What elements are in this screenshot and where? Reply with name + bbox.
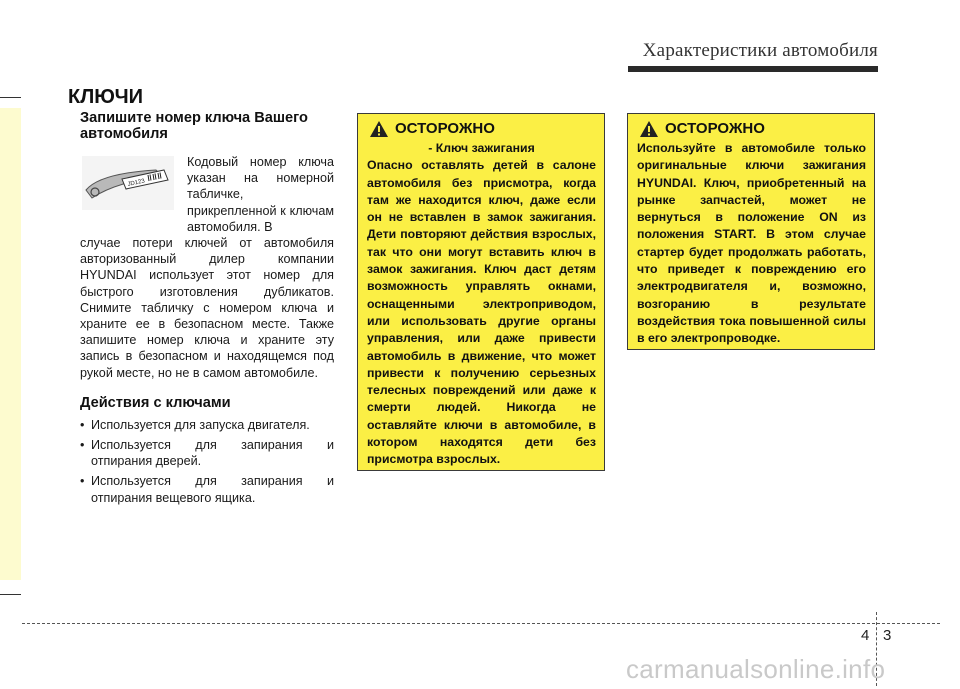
left-column — [80, 110, 334, 510]
header-bar — [628, 66, 878, 72]
warning-title: ОСТОРОЖНО — [665, 120, 765, 138]
warning-title: ОСТОРОЖНО — [395, 120, 495, 138]
key-actions-heading: Действия с ключами — [80, 394, 231, 411]
list-item: • Используется для запирания и отпирания вещевого ящика. — [80, 473, 334, 505]
list-item: • Используется для запуска двигателя. — [80, 417, 334, 433]
chapter-title: Характеристики автомобиля — [642, 40, 878, 61]
warning-header — [637, 120, 866, 138]
warning-triangle-icon — [639, 120, 659, 138]
margin-rule-top — [0, 97, 21, 98]
list-item: • Используется для запирания и отпирания дверей. — [80, 437, 334, 469]
warning-header — [367, 120, 596, 138]
chapter-number: 4 — [861, 627, 870, 644]
warning-triangle-icon — [369, 120, 389, 138]
warning-subtitle: - Ключ зажигания — [428, 141, 535, 155]
record-text-body: случае потери ключей от автомобиля авторизованный дилер компании HYUNDAI использует этот номер для быстрого изготовления дубликатов. Снимите табличку с номером ключа и храните ее в безопасном месте. Также запишите номер ключа и храните эту запись в безопасном и находящемся под рукой месте, но не в самом автомобиле. — [80, 236, 334, 380]
page-number: 3 — [883, 627, 892, 644]
section-title: КЛЮЧИ — [68, 86, 144, 108]
key-tag-code: JD123 — [127, 178, 146, 188]
record-key-heading: Запишите номер ключа Вашего автомобиля — [80, 110, 308, 142]
warning-text: Опасно оставлять детей в салоне автомобиля без присмотра, когда там же находится ключ, даже если он не вставлен в замок зажигания. Дети повторяют действия взрослых, так что они могут вставить ключ в замок зажигания. Ключ даст детям возможность управлять окнами, оснащенными электроприводом, или использовать другие органы управления, или даже привести автомобиль в движение, что может привести к получению серьезных телесных повреждений или даже к смерти людей. Никогда не оставляйте ключи в автомобиле, в котором находятся дети без присмотра взрослых. — [367, 158, 596, 467]
warning-box-ignition-key — [357, 113, 605, 471]
margin-rule-bottom — [0, 594, 21, 595]
warning-text: Используйте в автомобиле только оригинальные ключи зажигания HYUNDAI. Ключ, приобретенный на рынке запчастей, может не вернуться в положение ON из положения START. В этом случае стартер будет продолжать работать, что приведет к повреждению его электродвигателя и, возможно, возгоранию в результате воздействия тока повышенной силы в его электропроводке. — [637, 141, 866, 346]
key-tag-image — [82, 156, 174, 210]
watermark: carmanualsonline.info — [626, 654, 886, 684]
side-tab-strip — [0, 108, 21, 580]
footer-rule — [22, 623, 940, 624]
record-text-side: Кодовый номер ключа указан на номерной табличке, прикрепленной к ключам автомобиля. В — [187, 155, 334, 234]
key-uses-list — [80, 417, 334, 506]
warning-box-genuine-keys — [627, 113, 875, 350]
key-number-block — [80, 154, 334, 235]
